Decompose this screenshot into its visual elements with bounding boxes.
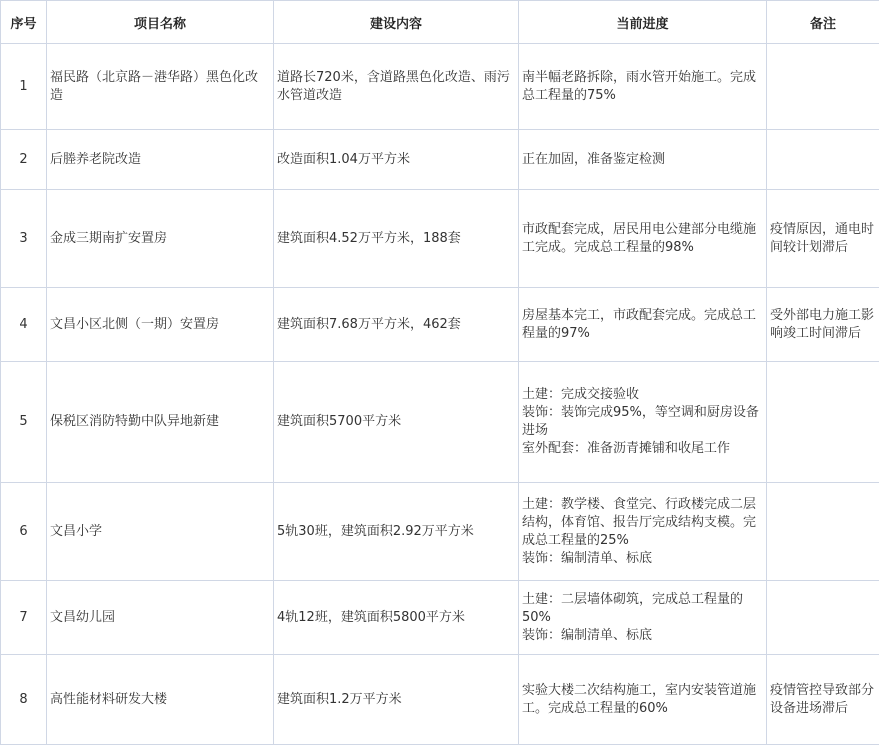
remark: 疫情原因，通电时间较计划滞后	[767, 190, 879, 288]
construction-content: 5轨30班，建筑面积2.92万平方米	[274, 483, 519, 581]
remark	[767, 581, 879, 655]
table-row	[1, 362, 879, 483]
row-index: 7	[1, 581, 47, 655]
row-index: 4	[1, 288, 47, 362]
row-index: 2	[1, 130, 47, 190]
construction-content: 道路长720米，含道路黑色化改造、雨污水管道改造	[274, 44, 519, 130]
table-row	[1, 483, 879, 581]
remark	[767, 483, 879, 581]
remark: 受外部电力施工影响竣工时间滞后	[767, 288, 879, 362]
project-name: 高性能材料研发大楼	[47, 655, 274, 745]
construction-content: 建筑面积5700平方米	[274, 362, 519, 483]
project-name: 文昌小学	[47, 483, 274, 581]
current-progress: 土建：完成交接验收 装饰：装饰完成95%，等空调和厨房设备进场 室外配套：准备沥青摊铺和收尾工作	[519, 362, 767, 483]
row-index: 8	[1, 655, 47, 745]
remark	[767, 362, 879, 483]
row-index: 3	[1, 190, 47, 288]
project-name: 保税区消防特勤中队异地新建	[47, 362, 274, 483]
table-row	[1, 44, 879, 130]
current-progress: 房屋基本完工，市政配套完成。完成总工程量的97%	[519, 288, 767, 362]
row-index: 1	[1, 44, 47, 130]
table-row	[1, 130, 879, 190]
construction-content: 4轨12班，建筑面积5800平方米	[274, 581, 519, 655]
current-progress: 实验大楼二次结构施工，室内安装管道施工。完成总工程量的60%	[519, 655, 767, 745]
current-progress: 正在加固，准备鉴定检测	[519, 130, 767, 190]
table-row	[1, 655, 879, 745]
table-row	[1, 190, 879, 288]
project-name: 金成三期南扩安置房	[47, 190, 274, 288]
header-current-progress: 当前进度	[519, 1, 767, 44]
table-row	[1, 581, 879, 655]
project-name: 福民路（北京路－港华路）黑色化改造	[47, 44, 274, 130]
table-row	[1, 288, 879, 362]
remark	[767, 44, 879, 130]
header-project-name: 项目名称	[47, 1, 274, 44]
remark: 疫情管控导致部分设备进场滞后	[767, 655, 879, 745]
row-index: 5	[1, 362, 47, 483]
construction-content: 建筑面积7.68万平方米，462套	[274, 288, 519, 362]
header-row	[1, 1, 879, 44]
current-progress: 市政配套完成，居民用电公建部分电缆施工完成。完成总工程量的98%	[519, 190, 767, 288]
construction-content: 建筑面积4.52万平方米，188套	[274, 190, 519, 288]
project-name: 文昌小区北侧（一期）安置房	[47, 288, 274, 362]
current-progress: 土建：教学楼、食堂完、行政楼完成二层结构，体育馆、报告厅完成结构支模。完成总工程量的25% 装饰：编制清单、标底	[519, 483, 767, 581]
row-index: 6	[1, 483, 47, 581]
project-name: 后塍养老院改造	[47, 130, 274, 190]
remark	[767, 130, 879, 190]
current-progress: 土建：二层墙体砌筑，完成总工程量的50% 装饰：编制清单、标底	[519, 581, 767, 655]
construction-content: 改造面积1.04万平方米	[274, 130, 519, 190]
header-construction-content: 建设内容	[274, 1, 519, 44]
header-index: 序号	[1, 1, 47, 44]
header-remark: 备注	[767, 1, 879, 44]
project-name: 文昌幼儿园	[47, 581, 274, 655]
current-progress: 南半幅老路拆除，雨水管开始施工。完成总工程量的75%	[519, 44, 767, 130]
construction-content: 建筑面积1.2万平方米	[274, 655, 519, 745]
